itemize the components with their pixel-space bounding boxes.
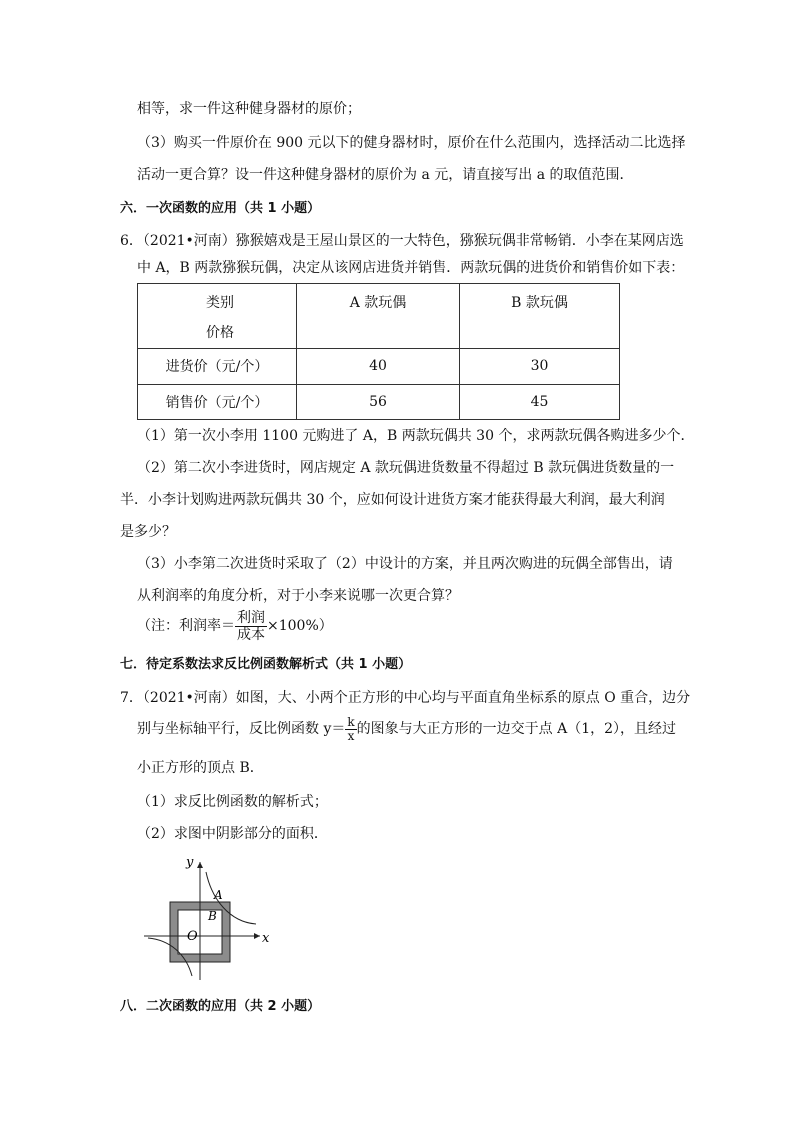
price-table [137, 283, 620, 420]
table-cell-a: 40 [297, 349, 460, 385]
q6-part2-line3: 是多少？ [120, 524, 176, 540]
q6-line2: 中 A，B 两款猕猴玩偶，决定从该网店进货并销售．两款玩偶的进货价和销售价如下表： [137, 260, 685, 276]
q7-line3: 小正方形的顶点 B． [137, 760, 264, 776]
label-y: y [186, 855, 194, 870]
fraction-numerator: 利润 [237, 609, 265, 626]
table-col-b: B 款玩偶 [460, 284, 620, 349]
q7-part2: （2）求图中阴影部分的面积． [137, 826, 328, 842]
q7-line2-prefix: 别与坐标轴平行，反比例函数 y＝ [137, 721, 346, 737]
q6-note [137, 608, 333, 644]
table-cell-b: 45 [460, 384, 620, 420]
table-cell-b: 30 [460, 349, 620, 385]
q6-part2-line2: 半．小李计划购进两款玩偶共 30 个，应如何设计进货方案才能获得最大利润，最大利润 [120, 492, 665, 508]
table-header-bottom: 价格 [206, 325, 234, 341]
x-axis-arrow [254, 933, 260, 939]
section-6-title: 六．一次函数的应用（共 1 小题） [120, 201, 321, 216]
section-7-title: 七．待定系数法求反比例函数解析式（共 1 小题） [120, 657, 412, 672]
section-8-title: 八．二次函数的应用（共 2 小题） [120, 999, 321, 1014]
label-a: A [214, 888, 223, 902]
table-cell-label: 销售价（元/个） [138, 384, 297, 420]
table-header-top: 类别 [206, 295, 234, 311]
label-x: x [262, 931, 270, 946]
table-cell-label: 进货价（元/个） [138, 349, 297, 385]
profit-rate-fraction [235, 610, 267, 643]
label-o: O [187, 929, 198, 944]
q6-part1: （1）第一次小李用 1100 元购进了 A，B 两款玩偶共 30 个，求两款玩偶各购进多少个． [137, 428, 695, 444]
label-b: B [208, 909, 217, 923]
q7-line1: 7．（2021•河南）如图，大、小两个正方形的中心均与平面直角坐标系的原点 O 重合，边分 [120, 690, 691, 706]
table-header-category [138, 284, 297, 349]
q7-part1: （1）求反比例函数的解析式； [137, 794, 328, 810]
fraction-denominator: 成本 [237, 626, 265, 643]
table-row [138, 349, 620, 385]
q6-line1: 6．（2021•河南）猕猴嬉戏是王屋山景区的一大特色，猕猴玩偶非常畅销．小李在某网店选 [120, 233, 684, 249]
k-over-x-fraction [345, 716, 356, 743]
q7-line2 [137, 712, 676, 746]
table-row [138, 384, 620, 420]
fraction-denominator: x [347, 728, 355, 743]
note-prefix: （注：利润率＝ [137, 618, 235, 634]
table-cell-a: 56 [297, 384, 460, 420]
table-col-a: A 款玩偶 [297, 284, 460, 349]
q6-part3-line1: （3）小李第二次进货时采取了（2）中设计的方案，并且两次购进的玩偶全部售出，请 [137, 556, 673, 572]
note-suffix: ×100%） [267, 618, 333, 634]
y-axis-arrow [197, 862, 203, 868]
coordinate-figure [140, 850, 280, 980]
q5-part3-line1: （3）购买一件原价在 900 元以下的健身器材时，原价在什么范围内，选择活动二比选择 [137, 135, 686, 151]
q6-part2-line1: （2）第二次小李进货时，网店规定 A 款玩偶进货数量不得超过 B 款玩偶进货数量的一 [137, 460, 675, 476]
q5-continuation: 相等，求一件这种健身器材的原价； [137, 101, 361, 117]
q6-part3-line2: 从利润率的角度分析，对于小李来说哪一次更合算？ [137, 588, 459, 604]
q5-part3-line2: 活动一更合算？设一件这种健身器材的原价为 a 元，请直接写出 a 的取值范围． [137, 167, 634, 183]
q7-line2-suffix: 的图象与大正方形的一边交于点 A（1，2），且经过 [356, 721, 677, 737]
fraction-numerator: k [347, 714, 355, 729]
